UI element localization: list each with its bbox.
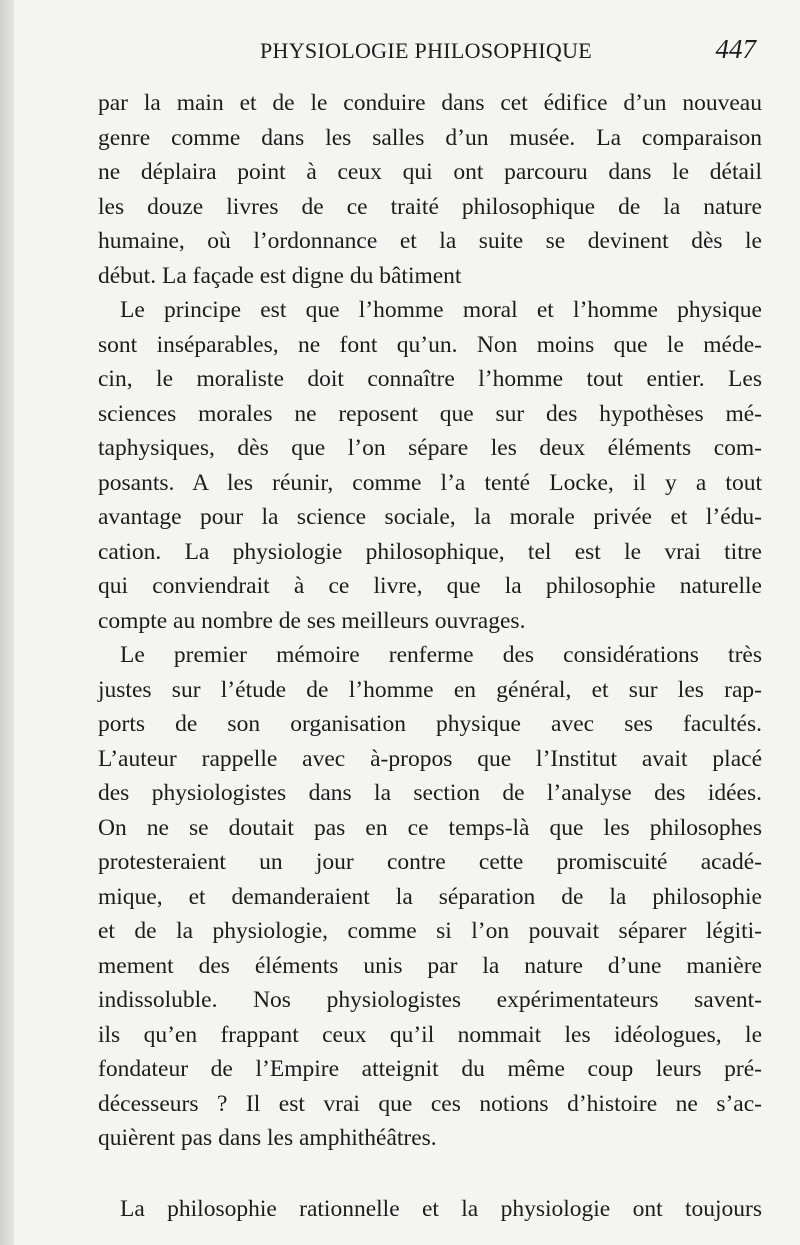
text-line: On ne se doutait pas en ce temps-là que les philosophes bbox=[98, 814, 762, 841]
paragraph bbox=[98, 1192, 762, 1227]
text-line: ils qu’en frappant ceux qu’il nommait les idéologues, le bbox=[98, 1021, 762, 1048]
text-line: indissoluble. Nos physiologistes expérimentateurs savent- bbox=[98, 987, 762, 1013]
text-line: les douze livres de ce traité philosophique de la nature bbox=[98, 193, 762, 220]
text-line: ports de son organisation physique avec ses facultés. bbox=[98, 711, 762, 737]
paragraph bbox=[98, 86, 762, 293]
text-line: taphysiques, dès que l’on sépare les deux éléments com- bbox=[98, 435, 762, 461]
paragraph bbox=[98, 638, 762, 1156]
text-line: qui conviendrait à ce livre, que la philosophie naturelle bbox=[98, 573, 762, 599]
text-line: Le premier mémoire renferme des considérations très bbox=[120, 642, 762, 668]
text-line: sont inséparables, ne font qu’un. Non moins que le méde- bbox=[98, 331, 762, 358]
text-line: L’auteur rappelle avec à-propos que l’Institut avait placé bbox=[98, 745, 762, 772]
text-line: début. La façade est digne du bâtiment bbox=[98, 262, 462, 289]
running-title: PHYSIOLOGIE PHILOSOPHIQUE bbox=[260, 38, 592, 63]
text-line: protesteraient un jour contre cette promiscuité acadé- bbox=[98, 849, 762, 875]
page-header bbox=[98, 34, 756, 72]
text-line: mement des éléments unis par la nature d’une manière bbox=[98, 952, 762, 979]
text-line: justes sur l’étude de l’homme en général, et sur les rap- bbox=[98, 676, 762, 703]
page-edge-shadow bbox=[0, 0, 14, 1245]
text-line: des physiologistes dans la section de l’analyse des idées. bbox=[98, 780, 762, 806]
text-line: cation. La physiologie philosophique, tel est le vrai titre bbox=[98, 538, 762, 565]
text-line: compte au nombre de ses meilleurs ouvrages. bbox=[98, 607, 526, 634]
text-line: genre comme dans les salles d’un musée. La comparaison bbox=[98, 124, 762, 151]
text-line: fondateur de l’Empire atteignit du même coup leurs pré- bbox=[98, 1056, 762, 1082]
body-text bbox=[98, 86, 762, 1226]
paragraph bbox=[98, 293, 762, 638]
text-line: cin, le moraliste doit connaître l’homme tout entier. Les bbox=[98, 366, 762, 392]
text-line: décesseurs ? Il est vrai que ces notions d’histoire ne s’ac- bbox=[98, 1090, 762, 1117]
text-line: avantage pour la science sociale, la morale privée et l’édu- bbox=[98, 504, 762, 530]
text-line: et de la physiologie, comme si l’on pouvait séparer légiti- bbox=[98, 918, 762, 944]
text-line: La philosophie rationnelle et la physiologie ont toujours bbox=[120, 1195, 762, 1222]
paragraph-gap bbox=[98, 1156, 762, 1192]
text-line: posants. A les réunir, comme l’a tenté Locke, il y a tout bbox=[98, 469, 762, 496]
text-line: mique, et demanderaient la séparation de la philosophie bbox=[98, 883, 762, 910]
text-line: humaine, où l’ordonnance et la suite se devinent dès le bbox=[98, 228, 762, 254]
text-line: par la main et de le conduire dans cet édifice d’un nouveau bbox=[98, 90, 762, 116]
text-line: Le principe est que l’homme moral et l’homme physique bbox=[120, 297, 762, 323]
text-line: quièrent pas dans les amphithéâtres. bbox=[98, 1125, 437, 1151]
book-page bbox=[14, 0, 800, 1245]
text-line: ne déplaira point à ceux qui ont parcouru dans le détail bbox=[98, 159, 762, 185]
text-line: sciences morales ne reposent que sur des hypothèses mé- bbox=[98, 400, 762, 427]
page-number: 447 bbox=[715, 34, 756, 64]
